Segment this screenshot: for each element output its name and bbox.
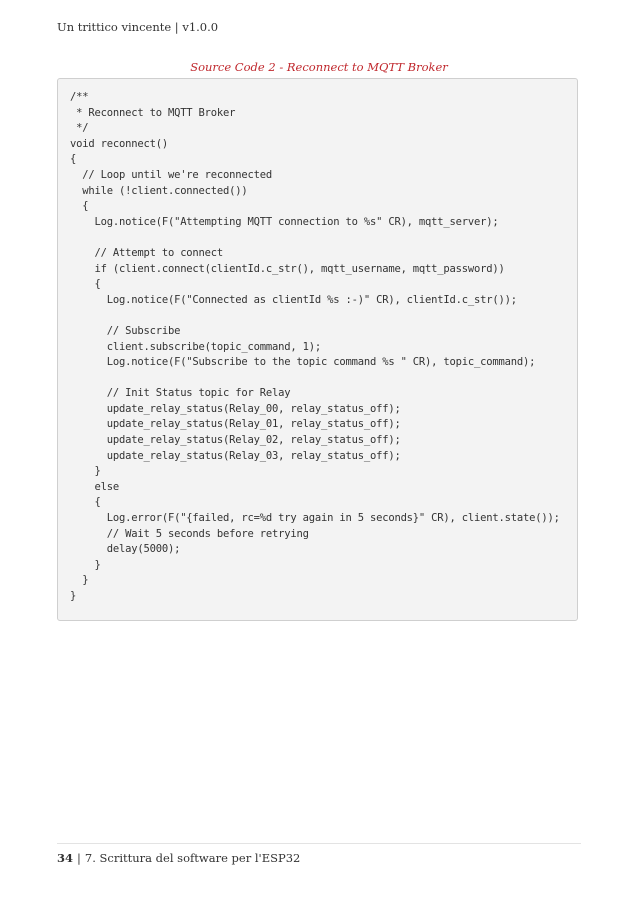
code-line: } xyxy=(70,574,89,587)
code-line: // Loop until we're reconnected xyxy=(70,168,273,181)
code-line: update_relay_status(Relay_02, relay_status_off); xyxy=(70,434,401,447)
code-line: Log.error(F("{failed, rc=%d try again in 5 seconds}" CR), client.state()); xyxy=(70,512,560,525)
running-header: Un trittico vincente | v1.0.0 xyxy=(57,20,219,34)
code-line: // Init Status topic for Relay xyxy=(70,387,291,400)
code-block xyxy=(57,78,578,621)
code-line: { xyxy=(70,200,89,213)
code-line: else xyxy=(70,480,119,493)
code-line: delay(5000); xyxy=(70,543,181,556)
code-line: // Attempt to connect xyxy=(70,246,224,259)
code-line: { xyxy=(70,153,77,166)
code-line: while (!client.connected()) xyxy=(70,184,248,197)
code-line: { xyxy=(70,496,101,509)
code-line: client.subscribe(topic_command, 1); xyxy=(70,340,321,353)
code-line: update_relay_status(Relay_03, relay_status_off); xyxy=(70,449,401,462)
code-line: } xyxy=(70,590,77,602)
page-footer xyxy=(57,851,300,865)
footer-separator: | xyxy=(77,851,81,865)
code-line: } xyxy=(70,558,101,571)
code-line: Log.notice(F("Subscribe to the topic command %s " CR), topic_command); xyxy=(70,356,536,369)
code-listing xyxy=(70,90,560,605)
code-line: /** xyxy=(70,91,89,103)
page-number: 34 xyxy=(57,851,74,865)
code-line: update_relay_status(Relay_01, relay_status_off); xyxy=(70,418,401,431)
code-line: void reconnect() xyxy=(70,137,168,150)
code-line: { xyxy=(70,278,101,291)
code-line: Log.notice(F("Connected as clientId %s :-)" CR), clientId.c_str()); xyxy=(70,293,517,306)
chapter-title: 7. Scrittura del software per l'ESP32 xyxy=(84,851,301,865)
code-line: Log.notice(F("Attempting MQTT connection to %s" CR), mqtt_server); xyxy=(70,215,499,228)
code-line: } xyxy=(70,465,101,478)
code-line: */ xyxy=(70,122,89,135)
code-line: // Wait 5 seconds before retrying xyxy=(70,527,309,540)
code-line: if (client.connect(clientId.c_str(), mqtt_username, mqtt_password)) xyxy=(70,262,505,275)
code-line: * Reconnect to MQTT Broker xyxy=(70,106,236,119)
code-line: update_relay_status(Relay_00, relay_status_off); xyxy=(70,402,401,415)
footer-divider xyxy=(57,843,581,844)
code-line: // Subscribe xyxy=(70,324,181,337)
code-caption: Source Code 2 - Reconnect to MQTT Broker xyxy=(190,60,448,74)
